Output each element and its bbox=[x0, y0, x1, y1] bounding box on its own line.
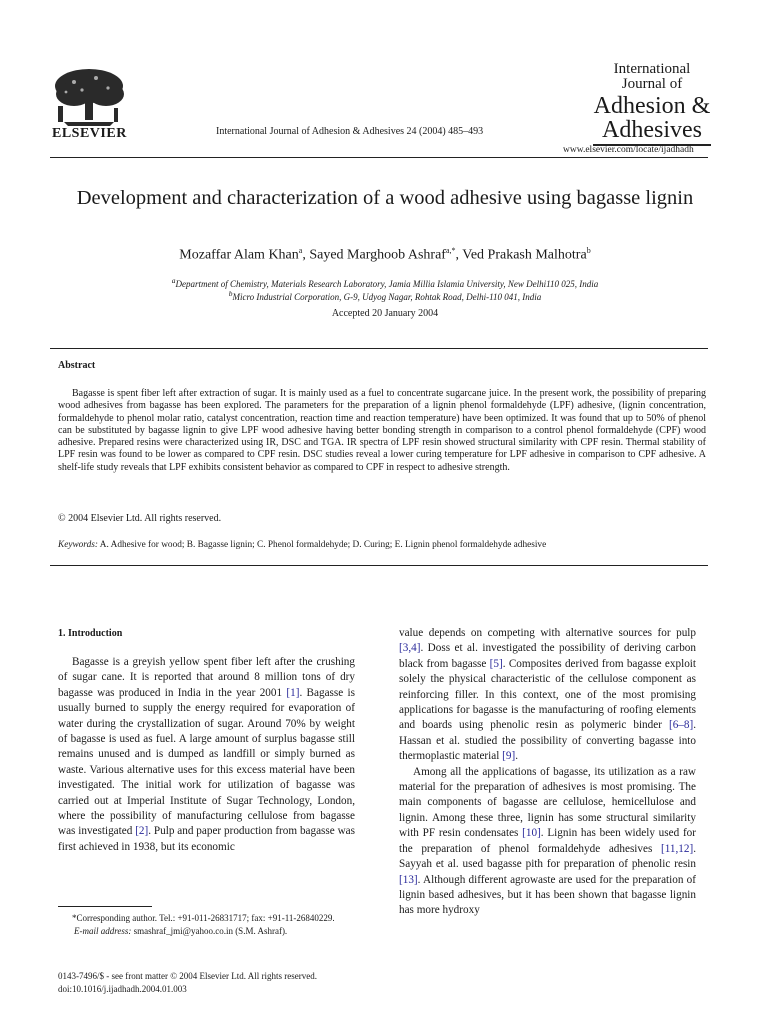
author-name: Sayed Marghoob Ashraf bbox=[309, 247, 446, 263]
journal-citation: International Journal of Adhesion & Adhesives 24 (2004) 485–493 bbox=[216, 126, 484, 137]
publisher-name: ELSEVIER bbox=[52, 126, 127, 141]
affiliation-mark: b bbox=[228, 289, 233, 298]
author-affiliation-mark: a,* bbox=[445, 246, 456, 255]
corresponding-author-note: *Corresponding author. Tel.: +91-011-26831717; fax: +91-11-26840229. bbox=[72, 913, 335, 923]
paragraph: value depends on competing with alternative sources for pulp [3,4]. Doss et al. investigated the possibility of deriving carbon black from bagasse [5]. Composites derived from bagasse exploit solely the physical characteristic of the cellulose component as reinforcing filler. In this context, one of the most promising applications for bagasse is the manufacturing of roofing elements and boards using phenolic resin as polymeric binder [6–8]. Hassan et al. studied the possibility of converting bagasse into thermoplastic material [9]. bbox=[399, 627, 697, 763]
keywords bbox=[58, 540, 706, 550]
keywords-list: A. Adhesive for wood; B. Bagasse lignin; C. Phenol formaldehyde; D. Curing; E. Lignin phenol formaldehyde adhesive bbox=[99, 540, 547, 550]
issn-copyright: 0143-7496/$ - see front matter © 2004 Elsevier Ltd. All rights reserved. bbox=[58, 971, 318, 981]
abstract-heading: Abstract bbox=[58, 360, 96, 371]
abstract-copyright: © 2004 Elsevier Ltd. All rights reserved. bbox=[58, 513, 222, 524]
journal-cover-title bbox=[593, 62, 711, 146]
body-column-left bbox=[58, 655, 355, 855]
keywords-label: Keywords: bbox=[58, 540, 98, 550]
author-name: Ved Prakash Malhotra bbox=[462, 247, 587, 263]
citation-link[interactable]: [2] bbox=[135, 825, 149, 838]
citation-link[interactable]: [9] bbox=[502, 750, 516, 763]
abstract-top-divider bbox=[50, 348, 708, 349]
body-column-right bbox=[399, 626, 696, 919]
cover-line-3: Adhesives bbox=[593, 118, 711, 146]
affiliation-mark: a bbox=[171, 276, 176, 285]
front-matter-note bbox=[58, 970, 317, 995]
email-label: E-mail address: bbox=[74, 925, 132, 936]
cover-line-1: International Journal of bbox=[613, 61, 691, 92]
citation-link[interactable]: [1] bbox=[286, 686, 300, 699]
author-name: Mozaffar Alam Khan bbox=[179, 247, 299, 263]
citation-link[interactable]: [3,4] bbox=[399, 642, 421, 655]
email-address[interactable]: smashraf_jmi@yahoo.co.in (S.M. Ashraf). bbox=[133, 925, 288, 936]
author-affiliation-mark: a bbox=[298, 246, 303, 255]
affiliation-a: $^a$Department of Chemistry, Materials Research Laboratory, Jamia Millia Islamia University, New Delhi110 025, India bbox=[171, 276, 599, 289]
section-heading-introduction: 1. Introduction bbox=[58, 628, 123, 639]
paragraph: Bagasse is a greyish yellow spent fiber left after the crushing of sugar cane. It is reported that around 8 million tons of dry bagasse was produced in India in the year 2001 [1]. Bagasse is usually burned to supply the energy required for evaporation of water during the crystallization of sugar. Around 70% by weight of bagasse is used as fuel. A large amount of surplus bagasse still remains unused and is dumped as landfill or simply burned as waste. Various alternative uses for this excess material have been investigated. The initial work for utilization of bagasse was carried out at Imperial Institute of Sugar Technology, London, where the possibility of manufacturing cellulose from bagasse was investigated [2]. Pulp and paper production from bagasse was first achieved in 1938, but its economic bbox=[58, 656, 355, 853]
affiliation-b: $^b$Micro Industrial Corporation, G-9, Udyog Nagar, Rohtak Road, Delhi-110 041, India bbox=[228, 289, 542, 302]
accepted-date: Accepted 20 January 2004 bbox=[331, 308, 439, 319]
journal-website-link[interactable]: www.elsevier.com/locate/ijadhadh bbox=[563, 145, 694, 155]
abstract-bottom-divider bbox=[50, 565, 708, 566]
article-title: Development and characterization of a wood adhesive using bagasse lignin bbox=[76, 187, 694, 209]
doi[interactable]: doi:10.1016/j.ijadhadh.2004.01.003 bbox=[58, 983, 187, 994]
citation-link[interactable]: [10] bbox=[522, 827, 541, 840]
author-list: Mozaffar Alam Khan$^a$, Sayed Marghoob Ashraf$^{a,*}$, Ved Prakash Malhotra$^b$ bbox=[179, 246, 591, 263]
citation-link[interactable]: [6–8] bbox=[668, 719, 694, 732]
email-note bbox=[58, 925, 355, 938]
abstract-body: Bagasse is spent fiber left after extraction of sugar. It is mainly used as a fuel to concentrate sugarcane juice. In the present work, the possibility of preparing wood adhesives from bagasse has been explored. The parameters for the preparation of a lignin phenol formaldehyde (LPF) adhesive, (lignin concentration, formaldehyde to phenol molar ratio, catalyst concentration, reaction time and reaction temperature) have been optimized. It was found that up to 50% of phenol can be substituted by bagasse lignin to give LPF wood adhesive having better bonding strength in comparison to a control phenol formaldehyde (CPF) wood adhesive. Prepared resins were characterized using IR, DSC and TGA. IR spectra of LPF resin showed structural similarity with CPF resin. Thermal stability of LPF resin was found to be lower as compared to CPF resin. DSC studies reveal a lower curing temperature for LPF adhesive in comparison to CPF adhesive. A shelf-life study reveals that LPF exhibits consistent behavior as compared to CPF in respect to adhesive strength. bbox=[58, 388, 706, 473]
citation-link[interactable]: [5] bbox=[489, 657, 503, 670]
header-divider bbox=[50, 157, 708, 158]
paragraph: Among all the applications of bagasse, its utilization as a raw material for the preparation of adhesives is most promising. The main components of bagasse are cellulose, hemicellulose and lignin. Among these three, lignin has some structural similarity with PF resin condensates [10]. Lignin has been widely used for the preparation of phenol formaldehyde adhesives [11,12]. Sayyah et al. used bagasse pith for preparation of phenolic resin [13]. Although different agrowaste are used for the preparation of lignin based adhesives, but it has been shown that bagasse lignin has more hydroxy bbox=[399, 765, 696, 917]
footnote-divider bbox=[58, 906, 152, 907]
author-affiliation-mark: b bbox=[586, 246, 591, 255]
cover-line-2: Adhesion & bbox=[593, 93, 711, 119]
citation-link[interactable]: [11,12] bbox=[660, 842, 694, 855]
footnote bbox=[58, 912, 355, 937]
citation-link[interactable]: [13] bbox=[399, 873, 418, 886]
